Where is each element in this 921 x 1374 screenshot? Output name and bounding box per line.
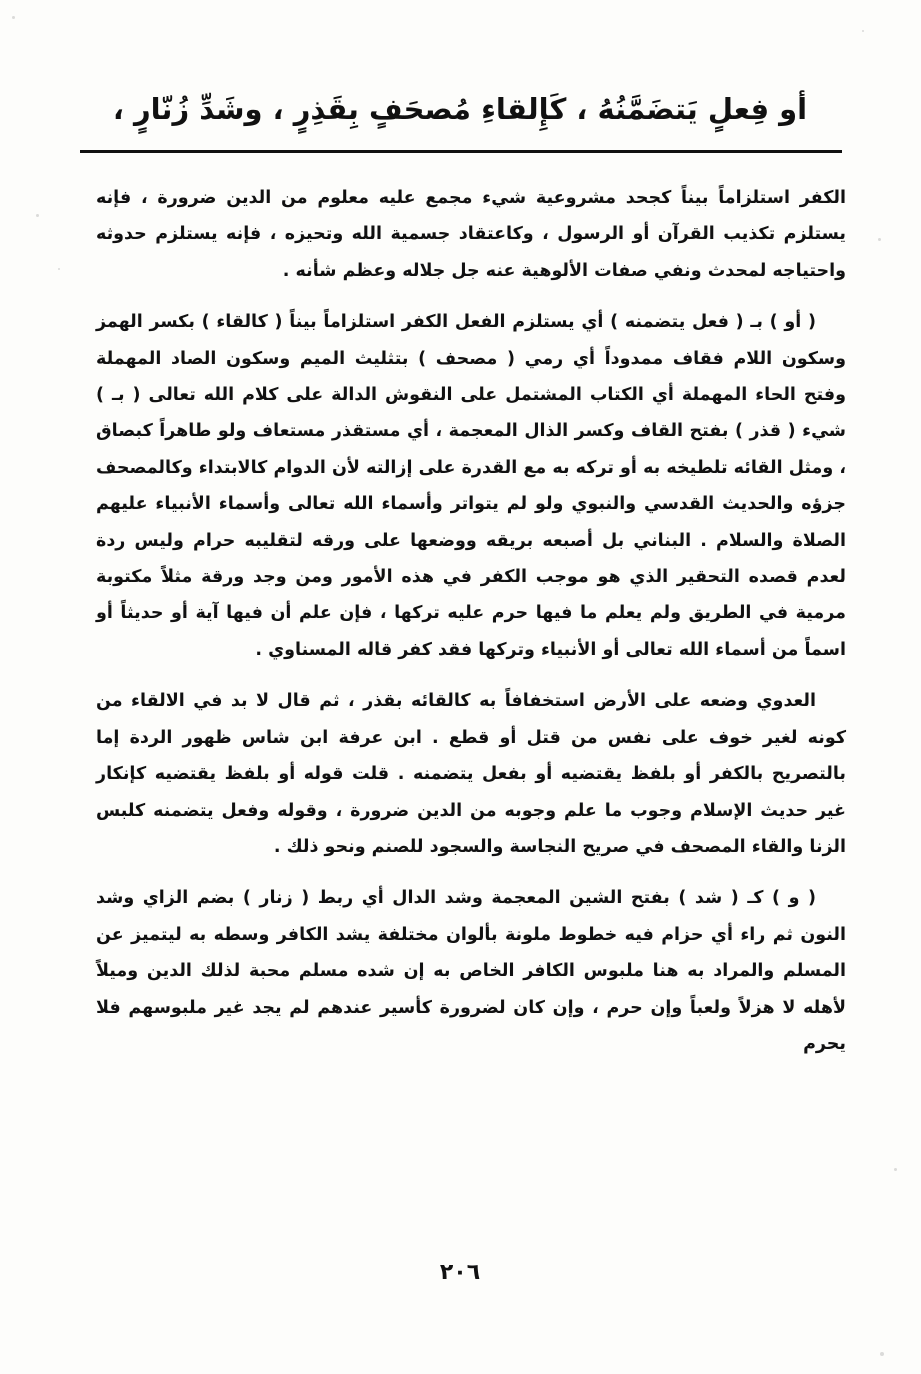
scan-speck xyxy=(12,16,15,19)
paragraph-1: الكفر استلزاماً بيناً كجحد مشروعية شيء مجمع عليه معلوم من الدين ضرورة ، فإنه يستلزم تكذيب القرآن أو الرسول ، وكاعتقاد جسمية الله وتحيزه ، فإنه يستلزم حدوثه واحتياجه لمحدث ونفي صفات الألوهية عنه جل جلاله وعظم شأنه . xyxy=(96,188,846,281)
page-header-verse: أو فِعلٍ يَتضَمَّنُهُ ، كَإِلقاءِ مُصحَفٍ بِقَذِرٍ ، وشَدِّ زُنّارٍ ، xyxy=(112,92,808,126)
scan-speck xyxy=(862,30,864,32)
paragraph-2: ( أو ) بـ ( فعل يتضمنه ) أي يستلزم الفعل الكفر استلزاماً بيناً ( كالقاء ) بكسر الهمز وسكون اللام فقاف ممدوداً أي رمي ( مصحف ) بتثليث الميم وسكون الصاد المهملة وفتح الحاء المهملة أي الكتاب المشتمل على النقوش الدالة على كلام الله تعالى ( بـ ) شيء ( قذر ) بفتح القاف وكسر الذال المعجمة ، أي مستقذر مستعاف ولو طاهراً كبصاق ، ومثل القائه تلطيخه به أو تركه به مع القدرة على إزالته لأن الدوام كالابتداء وكالمصحف جزؤه والحديث القدسي والنبوي ولو لم يتواتر وأسماء الله تعالى وأسماء الأنبياء عليهم الصلاة والسلام . البناني بل أصبعه بريقه ووضعها على ورقه لتقليبه حرام وليس ردة لعدم قصده التحقير الذي هو موجب الكفر في هذه الأمور ومن وجد ورقة مثلاً مكتوبة مرمية في الطريق ولم يعلم ما فيها حرم عليه تركها ، فإن علم أن فيها آية أو حديثاً أو اسماً من أسماء الله تعالى أو الأنبياء وتركها فقد كفر قاله المسناوي . xyxy=(96,312,846,660)
page-number: ٢٠٦ xyxy=(439,1260,481,1285)
paragraph-4: ( و ) كـ ( شد ) بفتح الشين المعجمة وشد الدال أي ربط ( زنار ) بضم الزاي وشد النون ثم راء أي حزام فيه خطوط ملونة بألوان مختلفة يشد الكافر وسطه به ليتميز عن المسلم والمراد به هنا ملبوس الكافر الخاص به إن شده مسلم محبة لذلك الدين وميلاً لأهله لا هزلاً ولعباً وإن حرم ، وإن كان لضرورة كأسير عندهم لم يجد غير ملبوسهم فلا يحرم xyxy=(96,888,846,1054)
commentary-body xyxy=(96,180,846,1077)
scan-speck xyxy=(36,214,39,217)
scan-speck xyxy=(880,1352,884,1356)
header-divider xyxy=(80,150,842,153)
scan-speck xyxy=(878,238,881,241)
scan-speck xyxy=(58,268,60,270)
scan-speck xyxy=(894,1168,897,1171)
paragraph-3: العدوي وضعه على الأرض استخفافاً به كالقائه بقذر ، ثم قال لا بد في الالقاء من كونه لغير خوف على نفس من قتل أو قطع . ابن عرفة ابن شاس ظهور الردة إما بالتصريح بالكفر أو بلفظ يقتضيه أو بفعل يتضمنه . قلت قوله أو بلفظ يقتضيه كإنكار غير حديث الإسلام وجوب ما علم وجوبه من الدين ضرورة ، وقوله وفعل يتضمنه كلبس الزنا والقاء المصحف في صريح النجاسة والسجود للصنم ونحو ذلك . xyxy=(96,691,846,857)
